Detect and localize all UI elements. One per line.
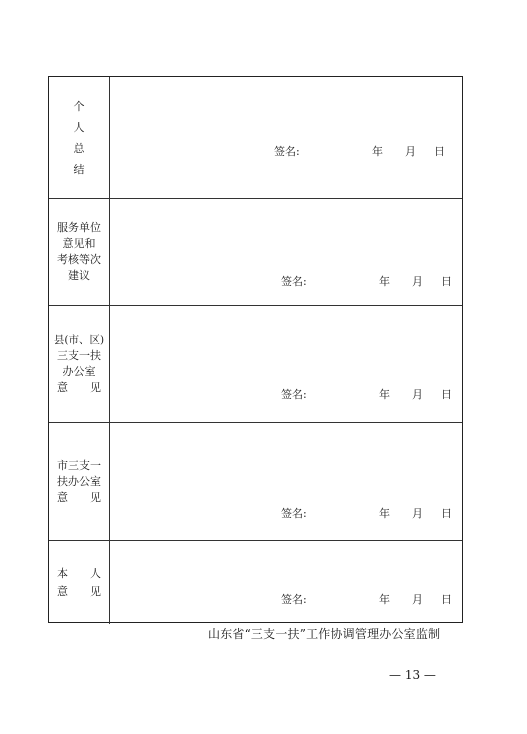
label-line: 总 [73,141,85,155]
issuer-note: 山东省“三支一扶”工作协调管理办公室监制 [208,627,441,641]
month-label: 月 [412,507,423,520]
label-city-office-opinion [49,423,110,540]
month-label: 月 [412,388,423,401]
row-personal-opinion [49,540,462,624]
label-line: 结 [73,162,85,176]
month-label: 月 [405,145,416,158]
day-label: 日 [441,593,452,606]
label-line: 市三支一 [57,458,101,472]
label-line: 考核等次 [57,253,101,266]
signature-label: 签名: [274,145,300,158]
label-line: 服务单位 [57,221,101,234]
label-line: 扶办公室 [57,474,101,488]
label-line: 三支一扶 [57,349,101,362]
year-label: 年 [379,388,390,401]
row-city-office-opinion [49,422,462,540]
label-line: 人 [73,120,85,134]
label-line: 县(市、区) [53,334,105,346]
day-label: 日 [441,388,452,401]
year-label: 年 [379,593,390,606]
row-county-office-opinion [49,305,462,422]
label-county-office-opinion [49,306,110,422]
row-personal-summary [49,77,462,198]
label-line: 个 [73,99,85,113]
evaluation-form-table [48,76,463,623]
year-label: 年 [379,275,390,288]
day-label: 日 [441,275,452,288]
day-label: 日 [434,145,445,158]
label-line: 意 见 [57,381,101,394]
label-line: 意 见 [57,584,101,598]
signature-label: 签名: [281,275,307,288]
label-personal-opinion [49,541,110,624]
label-line: 办公室 [62,365,96,378]
signature-label: 签名: [281,388,307,401]
label-service-unit-opinion [49,199,110,305]
label-personal-summary [49,77,110,198]
label-line: 建议 [68,269,90,282]
month-label: 月 [412,275,423,288]
month-label: 月 [412,593,423,606]
label-line: 本 人 [57,566,101,580]
row-service-unit-opinion [49,198,462,305]
page-number: — 13 — [389,668,436,682]
label-line: 意见和 [62,237,96,250]
signature-label: 签名: [281,593,307,606]
year-label: 年 [372,145,383,158]
year-label: 年 [379,507,390,520]
day-label: 日 [441,507,452,520]
signature-label: 签名: [281,507,307,520]
label-line: 意 见 [57,490,101,504]
